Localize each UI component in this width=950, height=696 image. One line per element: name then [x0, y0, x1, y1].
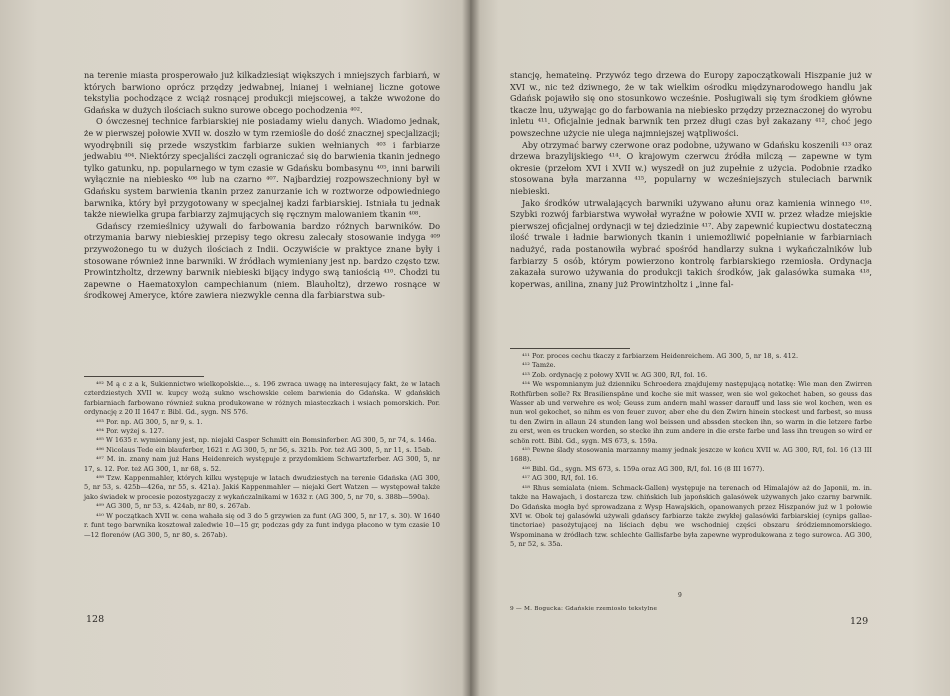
footnote-418: ⁴¹⁸ Rhus semialata (niem. Schmack-Gallen) występuje na terenach od Himalajów aż do Japonii, m. in. także na Hawajach, i dostarcza tzw. chińskich lub japońskich galasówek używanych jako czarny barwnik. Do Gdańska mogła być sprowadzana z Wysp Hawajskich, opanowanych przez Hiszpanów już w 1 połowie XVI w. Obok tej galasówki używali gdańscy farbiarze także zwykłej galasówki farbiarskiej (cynips gallae-tinctoriae) pasożytującej na liściach dębu we wschodniej części obszaru śródziemnomorskiego. Wspominana w źródłach tzw. schlechte Gallisfarbe była zapewne wyprodukowana z tego surowca. AG 300, 5, nr 52, s. 35a.	[510, 483, 872, 549]
footnote-412: ⁴¹² Tamże.	[522, 361, 556, 370]
right-page	[470, 0, 950, 696]
footnote-408: ⁴⁰⁸ Tzw. Kappenmahler, których kilku występuje w latach dwudziestych na terenie Gdańska (AG 300, 5, nr 53, s. 425b—426a, nr 55, s. 421a). Jakiś Kappenmahler — niejaki Gert Watzen — występował także jako świadek w procesie pozostyzgaczy z wykańczalnikami w 1632 r. (AG 300, 5, nr 70, s. 388b—590a).	[84, 474, 440, 501]
footnote-414: ⁴¹⁴ We wspomnianym już dzienniku Schroedera znajdujemy następującą notatkę: Wie man den Zwirren Rothfürben solle? Rx Brasilienspäne und koche sie mit wasser, wen sie wol gekochet haben, so geuss das Wasser ab und verwehre es wol; Geuss zum andern mahl wasser darauff und lass sie wol kochen, wen es nun wol gekochet, so nihm es von feuer zuvor, aber ehe du den Zwirn hinein steckest und farbest, so muss tu den Zwirn in allaun 24 stunden lang wol beissen und abssden stecken ihn, so warm in die letzere farbe zu erst, wen es trucken worden, so stecke ihn zum andere in die erste farbe und lass ihn treugen so wird er schön rott. Bibl. Gd., sygn. MS 673, s. 159a.	[510, 380, 872, 445]
footnote-417: ⁴¹⁷ AG 300, R/I, fol. 16.	[522, 474, 599, 483]
left-paragraph-1: na terenie miasta prosperowało już kilkadziesiąt większych i mniejszych farbiarń, w których barwiono oprócz przędzy jedwabnej, lnianej i wełnianej liczne gotowe tekstylia pochodzące z wciąż rosnącej produkcji miejscowej, a także wwożone do Gdańska w dużych ilościach sukno surowe obcego pochodzenia ⁴⁰².	[84, 70, 440, 115]
signature-mark: 9	[678, 592, 682, 599]
footnote-403: ⁴⁰³ Por. np. AG 300, 5, nr 9, s. 1.	[96, 417, 203, 426]
footnote-406: ⁴⁰⁶ Nicolaus Tede ein blauferber, 1621 r. AG 300, 5, nr 56, s. 321b. Por. też AG 300, 5, nr 11, s. 15ab.	[96, 445, 433, 454]
footnote-405: ⁴⁰⁵ W 1635 r. wymieniany jest, np. niejaki Casper Schmitt ein Bomsinferber. AG 300, 5, nr 74, s. 146a.	[96, 436, 437, 445]
right-footnote-rule	[510, 348, 630, 349]
book-gutter	[462, 0, 480, 696]
right-page-number: 129	[850, 616, 869, 627]
footnote-402: ⁴⁰² M ą c z a k, Sukiennictwo wielkopolskie..., s. 196 zwraca uwagę na interesujący fakt, że w latach czterdziestych XVII w. kupcy wożą sukno wschowskie celem barwienia do Gdańska. W gdańskich farbiarniach farbowano również sukna produkowane w różnych miasteczkach i wsiach pomorskich. Por. ordynację z 20 II 1647 r. Bibl. Gd., sygn. NS 576.	[84, 380, 440, 417]
left-footnote-rule	[84, 376, 204, 377]
left-footnotes	[84, 380, 440, 540]
footnote-413: ⁴¹³ Zob. ordynację z połowy XVII w. AG 300, R/I, fol. 16.	[522, 370, 708, 379]
left-body	[84, 70, 440, 302]
footnote-404: ⁴⁰⁴ Por. wyżej s. 127.	[96, 427, 164, 436]
left-page-number: 128	[86, 614, 105, 625]
footer-line: 9 — M. Bogucka: Gdańskie rzemiosło tekstylne	[510, 606, 658, 612]
left-page	[0, 0, 470, 696]
footnote-407: ⁴⁰⁷ M. in. znany nam już Hans Heidenreich występuje z przydomkiem Schwartzferber. AG 300, 5, nr 17, s. 12. Por. też AG 300, 1, nr 68, s. 52.	[84, 455, 440, 473]
left-paragraph-2: O ówczesnej technice farbiarskiej nie posiadamy wielu danych. Wiadomo jednak, że w pierwszej połowie XVII w. doszło w tym rzemiośle do dość znacznej specjalizacji; wyodrębnili się przede wszystkim farbiarze sukien wełnianych ⁴⁰³ i farbiarze jedwabiu ⁴⁰⁴. Niektórzy specjaliści zaczęli ograniczać się do barwienia tkanin jednego tylko gatunku, np. popularnego w tym czasie w Gdańsku bombasynu ⁴⁰⁵, inni barwili wyłącznie na niebiesko ⁴⁰⁶ lub na czarno ⁴⁰⁷. Najbardziej rozpowszechniony był w Gdańsku system barwienia tkanin przez zanurzanie ich w roztworze odpowiedniego barwnika, który był przygotowany w specjalnej kadzi farbiarskiej. Istniała tu jednak także niewielka grupa farbiarzy zajmujących się ręcznym malowaniem tkanin ⁴⁰⁸.	[84, 116, 440, 220]
footnote-416: ⁴¹⁶ Bibl. Gd., sygn. MS 673, s. 159a oraz AG 300, R/I, fol. 16 (8 III 1677).	[522, 464, 765, 473]
right-paragraph-1: stancję, hemateinę. Przywóz tego drzewa do Europy zapoczątkowali Hiszpanie już w XVI w., nic też dziwnego, że w tak wielkim ośrodku międzynarodowego handlu jak Gdańsk pojawiło się ono stosunkowo wcześnie. Posługiwali się tym środkiem główne tkacze lnu, używając go do farbowania na niebiesko przędzy przeznaczonej do wyrobu inletu ⁴¹¹. Oficjalnie jednak barwnik ten przez długi czas był zakazany ⁴¹², choć jego powszechne użycie nie ulega najmniejszej wątpliwości.	[510, 70, 872, 138]
right-paragraph-2: Aby otrzymać barwy czerwone oraz podobne, używano w Gdańsku koszenili ⁴¹³ oraz drzewa brazylijskiego ⁴¹⁴. O krajowym czerwcu źródła milczą — zapewne w tym okresie (przełom XVI i XVII w.) wyszedł on już zupełnie z użycia. Podobnie rzadko stosowana była marzanna ⁴¹⁵, popularny w wcześniejszych stuleciach barwnik niebieski.	[510, 139, 872, 196]
left-paragraph-3: Gdańscy rzemieślnicy używali do farbowania bardzo różnych barwników. Do otrzymania barwy niebieskiej przepisy tego okresu zalecały stosowanie indyga ⁴⁰⁹ przywożonego tu w dużych ilościach z Indii. Oczywiście w praktyce znane były i stosowane również inne barwniki. W źródłach wymieniany jest np. bardzo często tzw. Prowintzholtz, drzewny barwnik niebieski bijący indygo swą taniością ⁴¹⁰. Chodzi tu zapewne o Haematoxylon campechianum (niem. Blauholtz), drzewo rosnące w środkowej Ameryce, które zawiera niezwykle cenna dla farbiarstwa sub-	[84, 220, 440, 301]
footnote-409: ⁴⁰⁹ AG 300, 5, nr 53, s. 424ab, nr 80, s. 267ab.	[96, 502, 251, 511]
footnote-411: ⁴¹¹ Por. proces cechu tkaczy z farbiarzem Heidenreichem. AG 300, 5, nr 18, s. 412.	[522, 352, 799, 360]
footnote-415: ⁴¹⁵ Pewne ślady stosowania marzanny mamy jednak jeszcze w końcu XVII w. AG 300, R/I, fol. 16 (13 III 1688).	[510, 446, 872, 464]
right-footnotes	[510, 352, 872, 550]
right-body	[510, 70, 872, 290]
footnote-410: ⁴¹⁰ W początkach XVII w. cena wahała się od 3 do 5 grzywien za funt (AG 300, 5, nr 17, s. 30). W 1640 r. funt tego barwnika kosztował zaledwie 10—15 gr, podczas gdy za funt indyga płacono w tym czasie 10—12 florenów (AG 300, 5, nr 80, s. 267ab).	[84, 511, 440, 539]
right-paragraph-3: Jako środków utrwalających barwniki używano ałunu oraz kamienia winnego ⁴¹⁶. Szybki rozwój farbiarstwa wywołał wyraźne w połowie XVII w. przez władze miejskie pierwszej oficjalnej ordynacji w tej dziedzinie ⁴¹⁷. Aby zapewnić kupiectwu dostateczną ilość trwale i ładnie barwionych tkanin i uniemożliwić popełnianie w farbiarniach nadużyć, rada postanowiła wybrać spośród handlarzy sukna i wykańczalników lub farbiarzy 5 osób, którym powierzono kontrolę farbiarskiego rzemiosła. Ordynacja zakazała surowo używania do produkcji takich środków, jak galasówka sumaka ⁴¹⁸, koperwas, anilina, znany już Prowintzholtz i „inne fal-	[510, 197, 872, 289]
